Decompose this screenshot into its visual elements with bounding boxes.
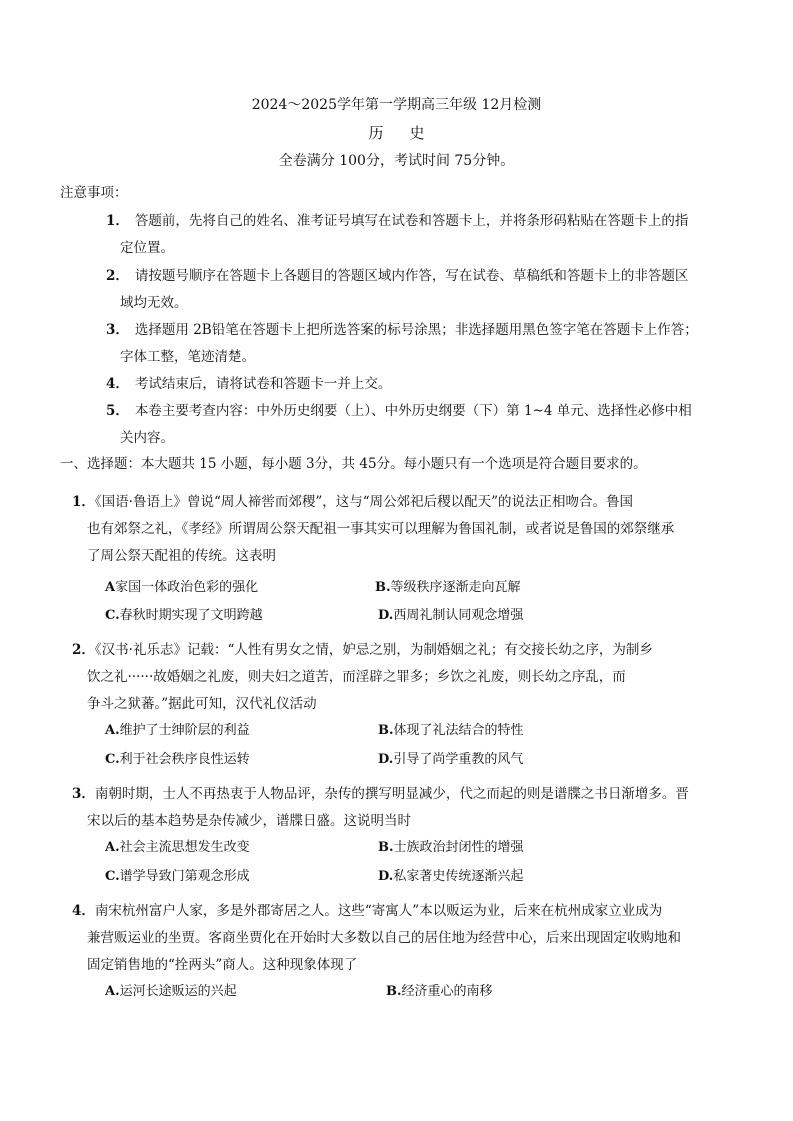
question-line: 了周公祭天配祖的传统。这表明 (87, 548, 276, 564)
notice-item (106, 263, 704, 317)
option-a[interactable]: A.维护了士绅阶层的利益 (105, 723, 250, 738)
question-3 (72, 781, 712, 835)
notice-item-number: 3． (106, 322, 129, 338)
question-line: 《汉书·礼乐志》记载：“人性有男女之情，妒忌之别，为制婚姻之礼；有交接长幼之序，为制乡 (94, 642, 653, 658)
option-b[interactable]: B.等级秩序逐渐走向瓦解 (375, 580, 521, 595)
option-c[interactable]: C.谱学导致门第观念形成 (105, 869, 250, 884)
question-line: 固定销售地的“拴两头”商人。这种现象体现了 (87, 957, 358, 973)
question-line: 南宋杭州富户人家，多是外郡寄居之人。这些“寄寓人”本以贩运为业，后来在杭州成家立业成为 (94, 903, 663, 919)
option-b[interactable]: B.经济重心的南移 (386, 984, 493, 999)
question-number: 4． (72, 903, 95, 919)
question-4 (72, 898, 712, 979)
notice-item-number: 2． (106, 268, 129, 284)
notice-item (106, 208, 704, 262)
option-d[interactable]: D.西周礼制认同观念增强 (378, 608, 524, 623)
question-line: 也有郊祭之礼，《孝经》所谓周公祭天配祖一事其实可以理解为鲁国礼制，或者说是鲁国的郊祭继承 (87, 521, 675, 537)
option-a[interactable]: A.社会主流思想发生改变 (105, 840, 250, 855)
notice-item-text: 本卷主要考查内容：中外历史纲要（上）、中外历史纲要（下）第 1~4 单元、选择性必修中相 (134, 403, 692, 419)
question-number: 2． (72, 642, 95, 658)
notice-item-continuation: 字体工整，笔迹清楚。 (120, 349, 255, 365)
notice-item (106, 317, 704, 371)
notice-item-continuation: 关内容。 (120, 430, 174, 446)
subject-title: 历史 (368, 124, 451, 142)
notice-item-text: 请按题号顺序在答题卡上各题目的答题区域内作答，写在试卷、草稿纸和答题卡上的非答题区 (134, 268, 689, 284)
notice-item-text: 选择题用 2B铅笔在答题卡上把所选答案的标号涂黑；非选择题用黑色签字笔在答题卡上作答； (134, 322, 698, 338)
score-line: 全卷满分 100分，考试时间 75分钟。 (278, 153, 515, 169)
notice-item-number: 4． (106, 376, 129, 392)
option-b[interactable]: B.士族政治封闭性的增强 (378, 840, 524, 855)
notice-item (106, 398, 704, 452)
question-line: 宋以后的基本趋势是杂传减少，谱牒日盛。这说明当时 (87, 813, 411, 829)
question-line: 饮之礼······故婚姻之礼废，则夫妇之道苦，而淫辟之罪多；乡饮之礼废，则长幼之序乱，而 (87, 669, 626, 685)
question-2 (72, 637, 712, 718)
notice-item-continuation: 域均无效。 (120, 295, 188, 311)
question-line: 兼营贩运业的坐贾。客商坐贾化在开始时大多数以自己的居住地为经营中心，后来出现固定收购地和 (87, 930, 681, 946)
notice-item-text: 考试结束后，请将试卷和答题卡一并上交。 (134, 376, 392, 392)
question-line: 《国语·鲁语上》曾说“周人禘喾而郊稷”，这与“周公郊祀后稷以配天”的说法正相吻合。鲁国 (94, 494, 634, 510)
notice-heading: 注意事项： (60, 185, 128, 201)
option-c[interactable]: C.春秋时期实现了文明跨越 (105, 608, 263, 623)
option-a[interactable]: A.运河长途贩运的兴起 (105, 984, 237, 999)
option-d[interactable]: D.私家著史传统逐渐兴起 (378, 869, 524, 884)
question-1 (72, 489, 712, 570)
option-b[interactable]: B.体现了礼法结合的特性 (378, 723, 524, 738)
notice-item-number: 1． (106, 213, 129, 229)
section-title: 一、选择题：本大题共 15 小题，每小题 3分，共 45分。每小题只有一个选项是符合题目要求的。 (60, 456, 647, 472)
question-line: 争斗之狱蕃。”据此可知，汉代礼仪活动 (87, 696, 317, 712)
question-number: 1． (72, 494, 95, 510)
notice-item-number: 5． (106, 403, 129, 419)
question-line: 南朝时期，士人不再热衷于人物品评，杂传的撰写明显减少，代之而起的则是谱牒之书日渐增多。晋 (94, 786, 689, 802)
notice-item-text: 答题前，先将自己的姓名、准考证号填写在试卷和答题卡上，并将条形码粘贴在答题卡上的指 (134, 213, 689, 229)
option-a[interactable]: A家国一体政治色彩的强化 (105, 580, 259, 595)
question-number: 3． (72, 786, 95, 802)
notice-item-continuation: 定位置。 (120, 240, 174, 256)
option-d[interactable]: D.引导了尚学重教的风气 (378, 752, 524, 767)
notice-item (106, 371, 704, 398)
exam-title: 2024～2025学年第一学期高三年级 12月检测 (251, 97, 542, 113)
option-c[interactable]: C.利于社会秩序良性运转 (105, 752, 250, 767)
